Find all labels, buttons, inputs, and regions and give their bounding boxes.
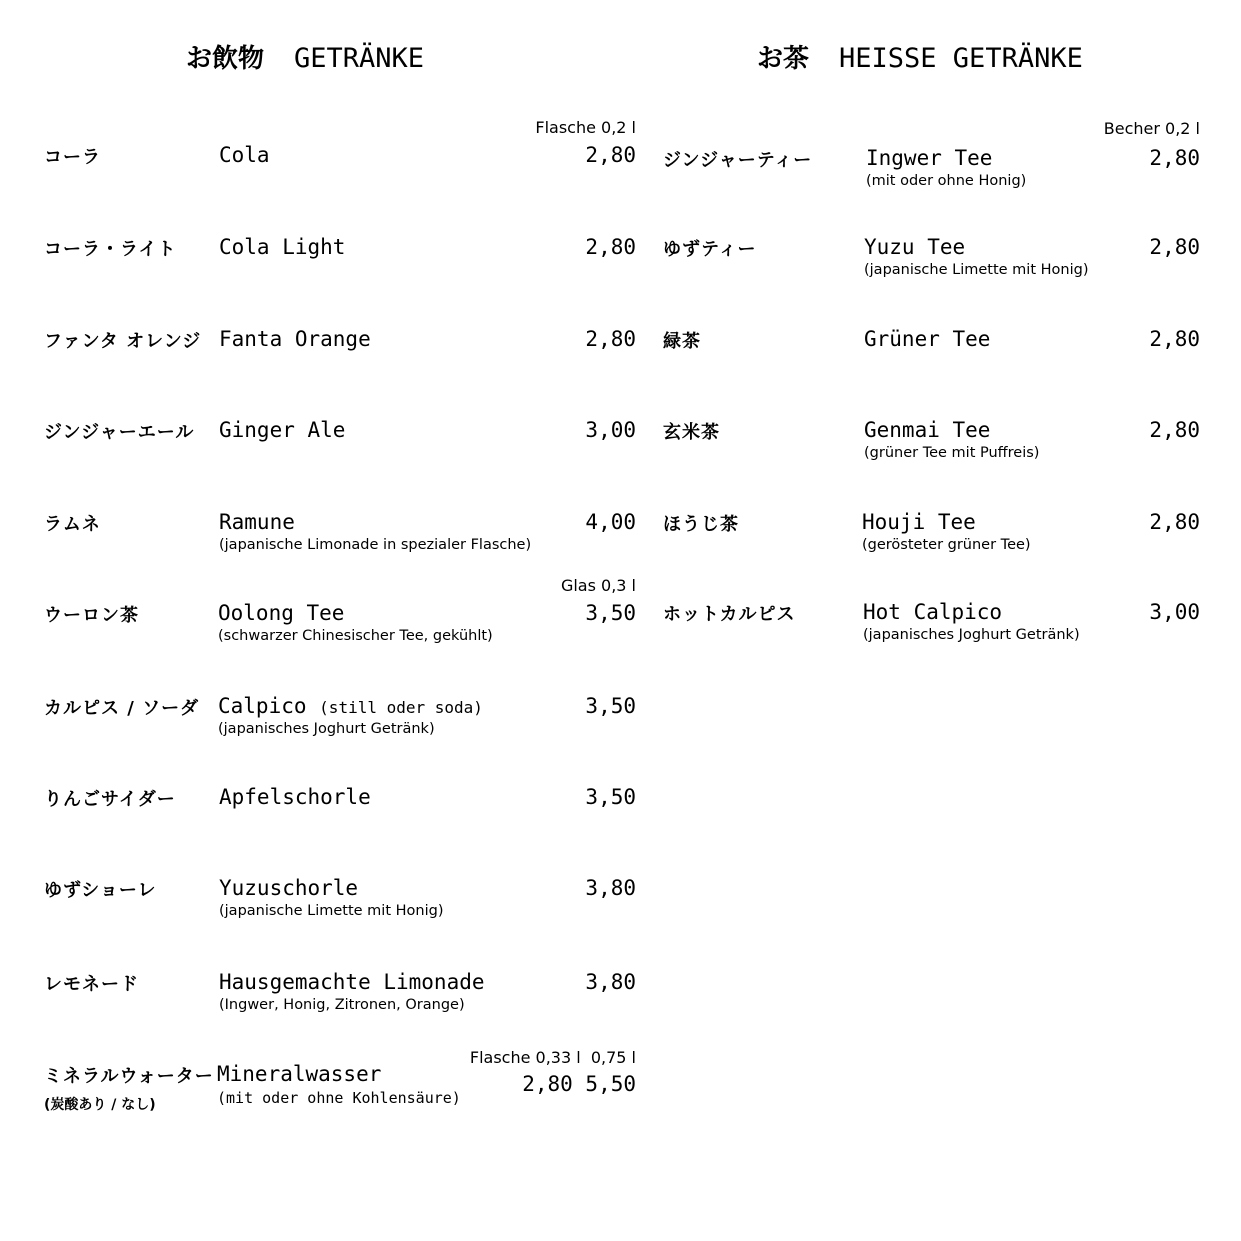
hot-unit-label: Becher 0,2 l <box>1103 119 1200 138</box>
water-unit-large: 0,75 l <box>590 1048 636 1067</box>
item-price: 3,80 <box>585 876 636 900</box>
menu-item <box>44 235 636 295</box>
item-description: (japanische Limette mit Honig) <box>864 262 1089 278</box>
item-jp-name: ほうじ茶 <box>663 514 739 535</box>
item-price: 2,80 <box>1149 146 1200 170</box>
item-de-name: Ingwer Tee <box>866 146 993 170</box>
item-de-name: Yuzu Tee <box>864 235 966 259</box>
item-price: 3,00 <box>1149 600 1200 624</box>
item-jp-name: ジンジャーティー <box>663 150 813 171</box>
item-description: (schwarzer Chinesischer Tee, gekühlt) <box>218 628 493 644</box>
hot-heading-de: HEISSE GETRÄNKE <box>839 43 1083 74</box>
item-de-name: Hot Calpico <box>863 600 1003 624</box>
item-price: 2,80 <box>585 235 636 259</box>
water-price-small: 2,80 <box>522 1072 573 1096</box>
menu-item <box>44 601 636 661</box>
item-de-name: Ginger Ale <box>219 418 346 442</box>
item-description: (mit oder ohne Kohlensäure) <box>217 1089 461 1107</box>
menu-item <box>44 785 636 845</box>
item-jp-name: コーラ・ライト <box>44 239 177 260</box>
item-description: (japanisches Joghurt Getränk) <box>863 627 1080 643</box>
menu-item <box>44 970 636 1030</box>
item-price: 4,00 <box>585 510 636 534</box>
item-jp-name: コーラ <box>44 147 101 168</box>
item-jp-sub: (炭酸あり / なし) <box>44 1097 156 1113</box>
item-price: 2,80 <box>585 143 636 167</box>
item-inline-note: (still oder soda) <box>319 698 483 717</box>
item-price: 2,80 <box>585 327 636 351</box>
water-unit-small: Flasche 0,33 l <box>469 1048 581 1067</box>
item-de-name: Apfelschorle <box>219 785 371 809</box>
item-jp-name: ミネラルウォーター <box>44 1066 214 1087</box>
item-jp-name: ウーロン茶 <box>44 605 139 626</box>
item-jp-name: 玄米茶 <box>663 422 720 443</box>
item-description: (japanisches Joghurt Getränk) <box>218 721 435 737</box>
cold-drinks-heading <box>186 38 424 75</box>
item-de-name: Calpico <box>218 694 307 718</box>
item-price: 3,50 <box>585 694 636 718</box>
item-description: (gerösteter grüner Tee) <box>862 537 1031 553</box>
item-description: (grüner Tee mit Puffreis) <box>864 445 1040 461</box>
item-jp-name: レモネード <box>44 974 139 995</box>
menu-item <box>663 146 1200 206</box>
menu-item <box>44 694 636 754</box>
item-de-name: Cola <box>219 143 270 167</box>
cold-heading-jp: お飲物 <box>186 44 265 74</box>
item-jp-name: ホットカルピス <box>663 604 796 625</box>
item-description: (japanische Limonade in spezialer Flasche) <box>219 537 532 553</box>
item-price: 3,50 <box>585 785 636 809</box>
menu-item <box>44 143 636 203</box>
water-prices <box>522 1072 636 1096</box>
menu-item <box>663 510 1200 570</box>
item-de-name: Yuzuschorle <box>219 876 359 900</box>
item-price: 2,80 <box>1149 418 1200 442</box>
item-jp-name: りんごサイダー <box>44 789 176 810</box>
water-unit-labels <box>470 1048 636 1067</box>
item-description: (mit oder ohne Honig) <box>866 173 1027 189</box>
item-de-name: Oolong Tee <box>218 601 345 625</box>
menu-item <box>44 510 636 570</box>
hot-drinks-heading <box>757 38 1083 75</box>
menu-item <box>44 876 636 936</box>
item-de-name: Fanta Orange <box>219 327 371 351</box>
item-de-name: Mineralwasser <box>217 1062 382 1086</box>
item-price: 2,80 <box>1149 327 1200 351</box>
item-de-name: Hausgemachte Limonade <box>219 970 485 994</box>
item-de-name: Houji Tee <box>862 510 976 534</box>
menu-item-water <box>44 1048 636 1122</box>
item-jp-name: ゆずティー <box>663 239 757 260</box>
item-price: 3,50 <box>585 601 636 625</box>
item-price: 3,00 <box>585 418 636 442</box>
item-de-name: Cola Light <box>219 235 346 259</box>
item-price: 2,80 <box>1149 510 1200 534</box>
hot-heading-jp: お茶 <box>757 44 810 74</box>
item-description: (japanische Limette mit Honig) <box>219 903 444 919</box>
item-de-name: Genmai Tee <box>864 418 991 442</box>
oolong-unit-label: Glas 0,3 l <box>560 576 636 595</box>
item-description: (Ingwer, Honig, Zitronen, Orange) <box>219 997 465 1013</box>
cold-unit-label: Flasche 0,2 l <box>535 118 636 137</box>
menu-item <box>663 327 1200 387</box>
water-price-large: 5,50 <box>585 1072 636 1096</box>
item-jp-name: ラムネ <box>44 514 101 535</box>
cold-heading-de: GETRÄNKE <box>294 43 425 74</box>
item-jp-name: ゆずショーレ <box>44 880 157 901</box>
item-de-name: Ramune <box>219 510 295 534</box>
item-jp-name: 緑茶 <box>663 331 701 352</box>
item-price: 2,80 <box>1149 235 1200 259</box>
item-price: 3,80 <box>585 970 636 994</box>
item-jp-name: カルピス / ソーダ <box>44 698 200 719</box>
menu-item <box>663 235 1200 295</box>
menu-item <box>663 600 1200 660</box>
item-jp-name: ジンジャーエール <box>44 422 195 443</box>
item-jp-name: ファンタ オレンジ <box>44 331 202 352</box>
menu-item <box>44 327 636 387</box>
item-de-name: Grüner Tee <box>864 327 991 351</box>
menu-item <box>44 418 636 478</box>
menu-item <box>663 418 1200 478</box>
